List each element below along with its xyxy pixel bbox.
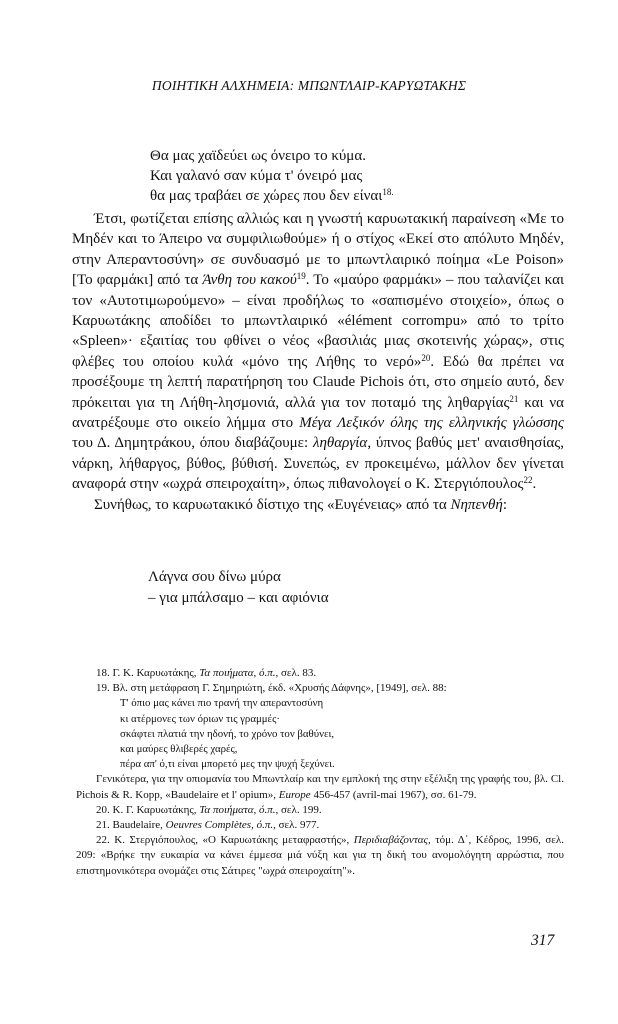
- footnotes: [76, 666, 564, 879]
- verse-line: θα μας τραβάει σε χώρες που δεν είναι$^{18.}$: [150, 187, 394, 204]
- paragraph: Συνήθως, το καρυωτακικό δίστιχο της «Ευγένειας» από τα Νηπενθή:: [94, 496, 507, 513]
- footnote-ref: 18.: [382, 187, 394, 197]
- poem-line: κι ατέρμονες των όριων τις γραμμές·: [120, 712, 280, 725]
- poem-line: και μαύρες θλιβερές χαρές,: [120, 743, 238, 756]
- poem-line: Τ' όπιο μας κάνει πιο τρανή την απεραντοσύνη: [120, 697, 324, 710]
- verse-line: Λάγνα σου δίνω μύρα: [148, 569, 281, 585]
- paragraph: Έτσι, φωτίζεται επίσης αλλιώς και η γνωστή καρυωτακική παραίνεση «Με το Μηδέν και το Άπειρο να συμφιλιωθούμε» ή ο στίχος «Εκεί στο απόλυτο Μηδέν, στην Απεραντοσύνη» σε συνδυασμό με το μπωντλαιρικό ποίημα «Le Poison» [Το φαρμάκι] από τα Άνθη του κακού$^{19}$. Το «μαύρο φαρμάκι» – που ταλανίζει και τον «Αυτοτιμωρούμενο» – είναι προδήλως το «σαπισμένο στοιχείο», όπως ο Καρυωτάκης αποδίδει το μπωντλαιρικό «élément corrompu» από το τρίτο «Spleen»· εξαιτίας του φθίνει ο νέος «βασιλιάς μιας σκοτεινής χώρας», στις φλέβες του οποίου κυλά «μόνο της Λήθης το νερό»$^{20}$. Εδώ θα πρέπει να προσέξουμε τη λεπτή παρατήρηση του Claude Pichois ότι, στο σημείο αυτό, δεν πρόκειται για τη Λήθη-λησμονιά, αλλά για τον ποταμό της ληθαργίας$^{21}$ και να ανατρέξουμε στο οικείο λήμμα στο Μέγα Λεξικόν όλης της ελληνικής γλώσσης του Δ. Δημητράκου, όπου διαβάζουμε: ληθαργία, ύπνος βαθύς μετ' αναισθησίας, νάρκη, λήθαργος, βύθος, βύθισή. Συνεπώς, εν προκειμένω, μάλλον δεν γίνεται αναφορά στην «ωχρά σπειροχαίτη», όπως πιθανολογεί ο Κ. Στεργιόπουλος$^{22}$.: [72, 211, 564, 493]
- footnote-ref: 20: [421, 352, 431, 363]
- footnote-20: 20. Κ. Γ. Καρυωτάκης, Τα ποιήματα, ό.π., σελ. 199.: [96, 803, 322, 816]
- footnote-ref: 19: [296, 271, 306, 282]
- footnote-18: 18. Γ. Κ. Καρυωτάκης, Τα ποιήματα, ό.π., σελ. 83.: [96, 667, 317, 679]
- footnote-ref: 22: [523, 475, 533, 486]
- book-title: Άνθη του κακού: [202, 272, 297, 289]
- verse-quote-2: [148, 567, 329, 609]
- footnote-22: 22. Κ. Στεργιόπουλος, «Ο Καρυωτάκης μεταφραστής», Περιδιαβάζοντας, τόμ. Δ΄, Κέδρος, 1996, σελ. 209: «Βρήκε την ευκαιρία να κάνει έμμεσα μιά νύξη και για τη δική του ανομολόγητη αρρώστια, που επιστημονικότερα ονομάζει στις Σάτιρες "ωχρά σπειροχαίτη"».: [76, 834, 564, 877]
- verse-line: Θα μας χαϊδεύει ως όνειρο το κύμα.: [150, 148, 366, 164]
- verse-line: Και γαλανό σαν κύμα τ' όνειρό μας: [150, 168, 363, 184]
- footnote-19-continued: Γενικότερα, για την οπιομανία του Μπωντλαίρ και την εμπλοκή της στην εξέλιξη της γραφής του, βλ. Cl. Pichois & R. Kopp, «Baudelaire et l' opium», Europe 456-457 (avril-mai 1967), σσ. 61-79.: [76, 773, 564, 801]
- footnote-poem: [76, 696, 564, 772]
- body-text: [72, 209, 564, 515]
- book-title: Νηπενθή: [450, 496, 503, 513]
- term: ληθαργία: [312, 435, 368, 452]
- running-header: ΠΟΙΗΤΙΚΗ ΑΛΧΗΜΕΙΑ: ΜΠΩΝΤΛΑΙΡ-ΚΑΡΥΩΤΑΚΗΣ: [151, 78, 467, 93]
- footnote-19: 19. Βλ. στη μετάφραση Γ. Σημηριώτη, έκδ. «Χρυσής Δάφνης», [1949], σελ. 88:: [96, 682, 447, 695]
- footnote-21: 21. Baudelaire, Oeuvres Complètes, ό.π., σελ. 977.: [96, 819, 320, 832]
- footnote-ref: 21: [509, 393, 519, 404]
- verse-line: – για μπάλσαμο – και αφιόνια: [148, 590, 329, 606]
- poem-line: σκάφτει πλατιά την ηδονή, το χρόνο τον βαθύνει,: [120, 727, 335, 740]
- poem-line: πέρα απ' ό,τι είναι μπορετό μες την ψυχή ξεχύνει.: [120, 758, 335, 771]
- page-number: 317: [531, 932, 555, 949]
- dictionary-title: Μέγα Λεξικόν όλης της ελληνικής γλώσσης: [299, 415, 564, 432]
- verse-quote-1: [150, 146, 394, 206]
